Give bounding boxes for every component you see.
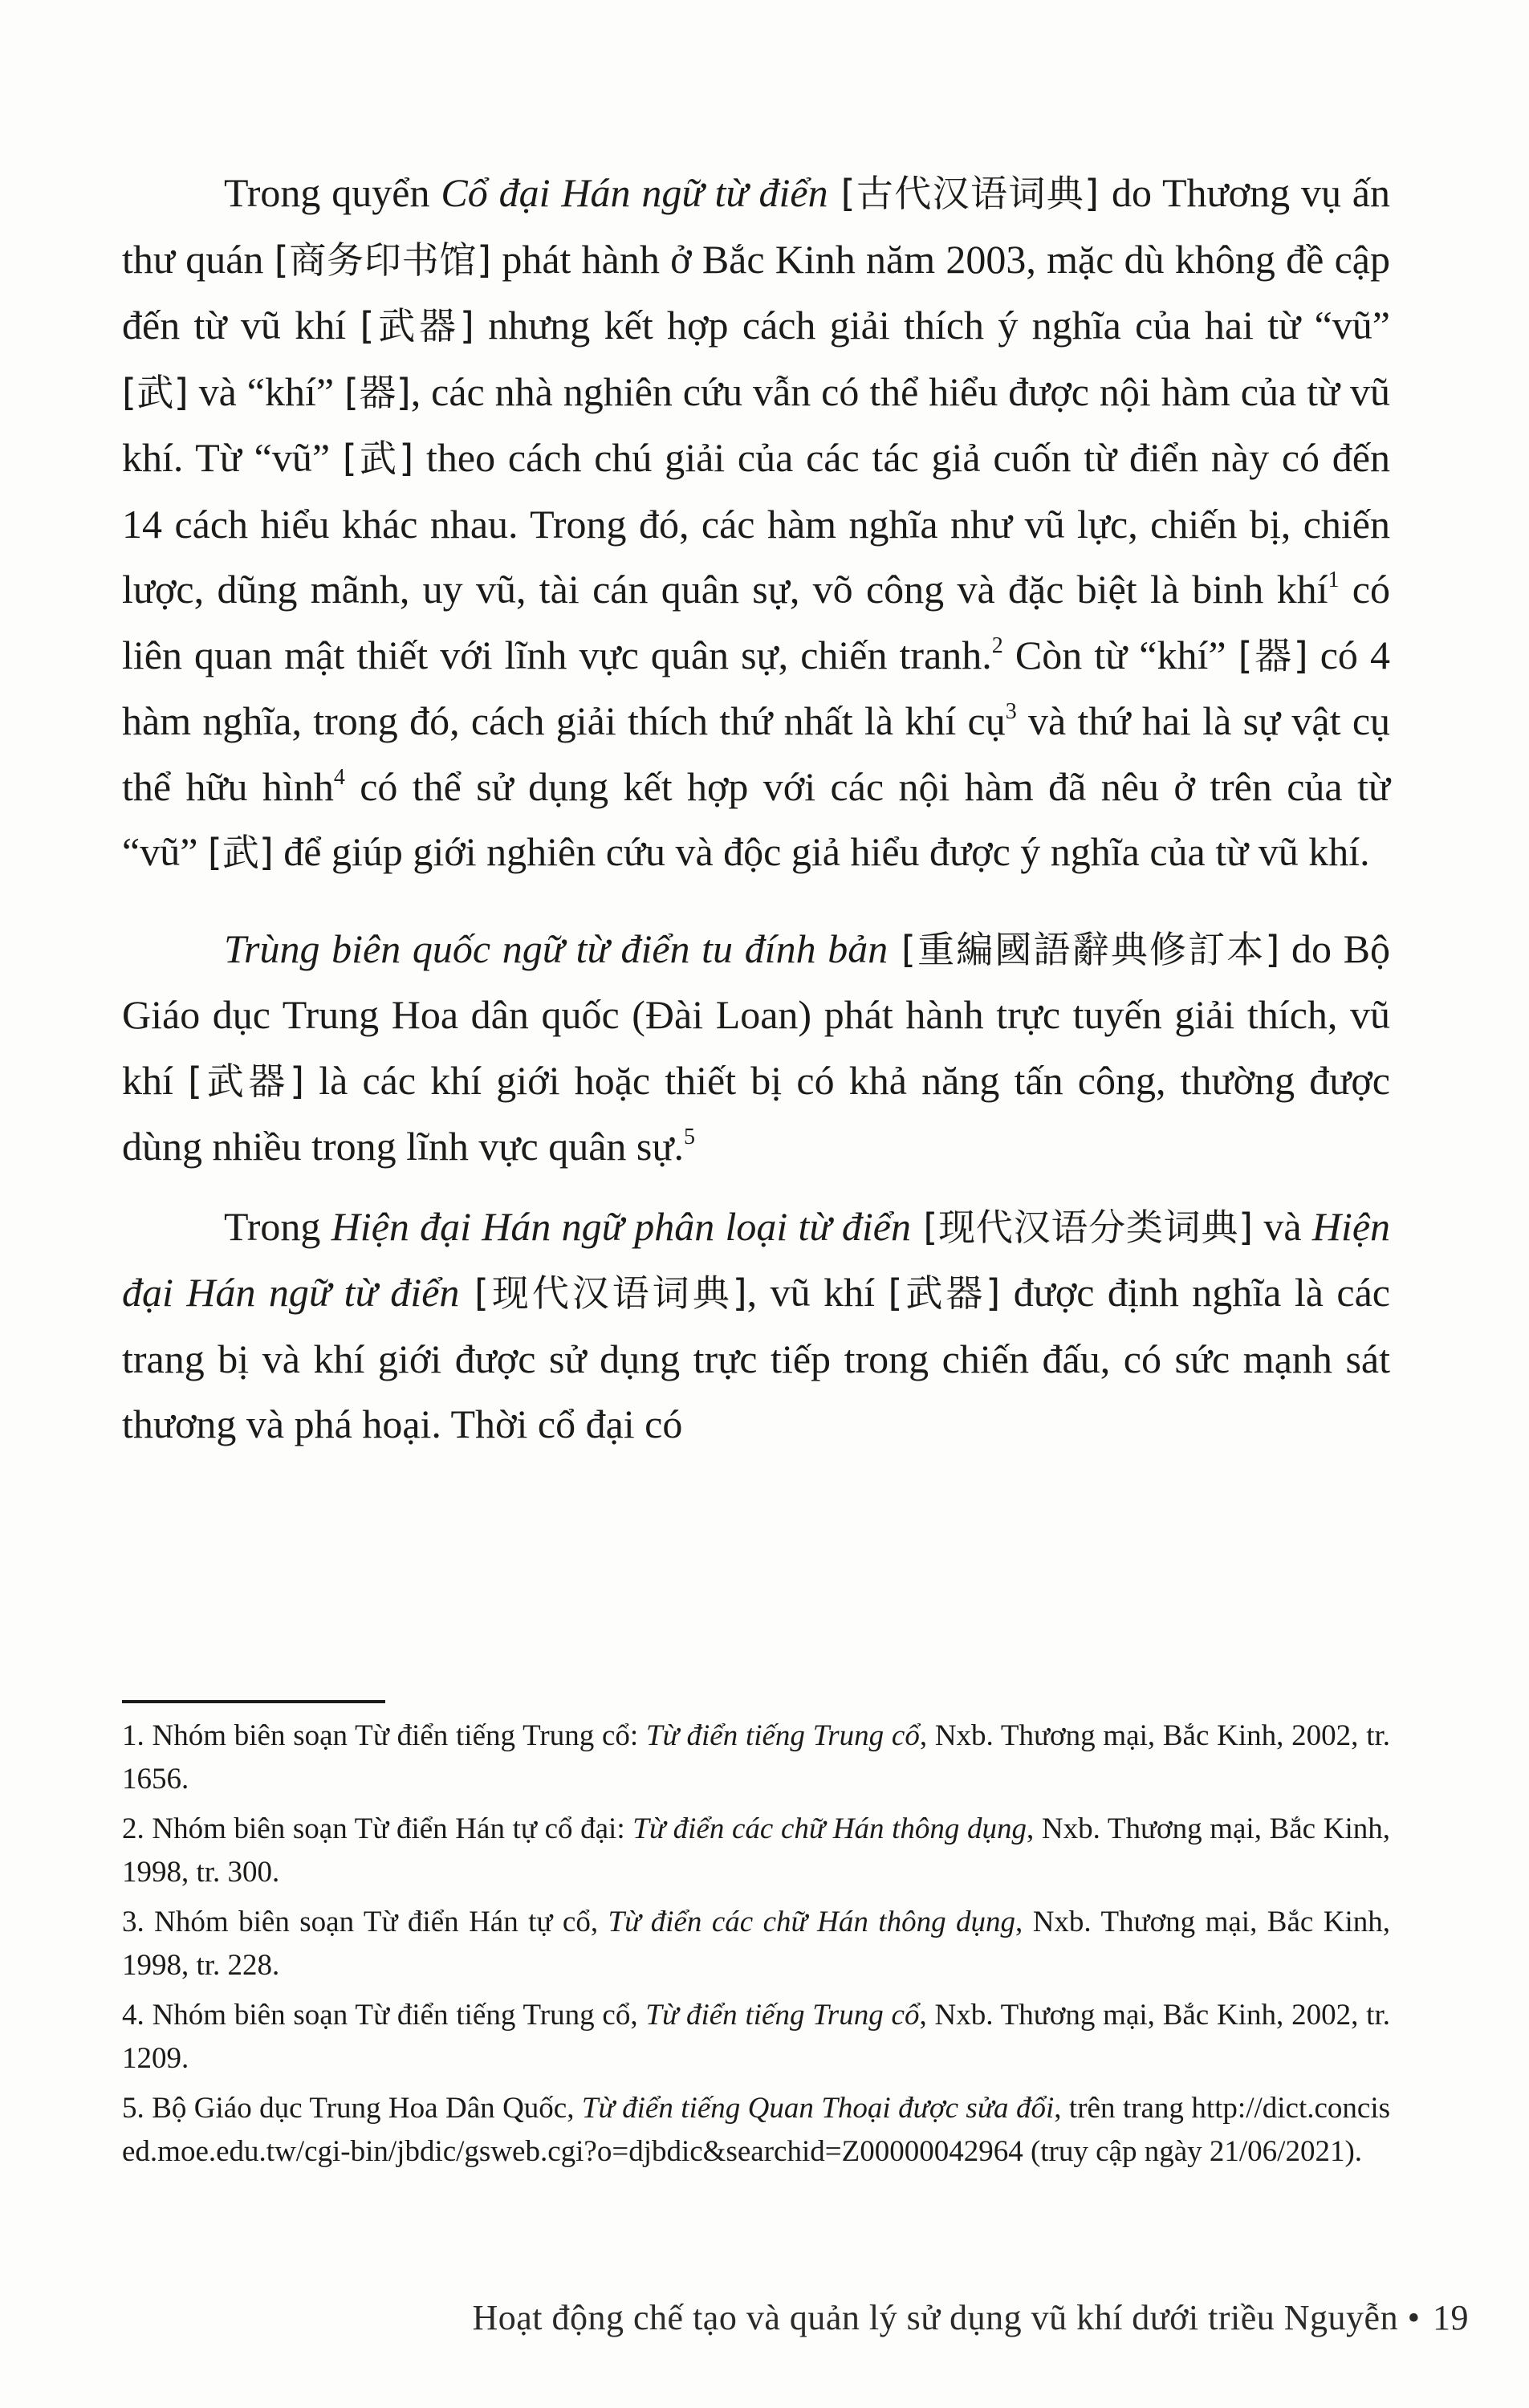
running-footer [472, 2297, 1469, 2338]
footnote-1: 1. Nhóm biên soạn Từ điển tiếng Trung cổ: Từ điển tiếng Trung cổ, Nxb. Thương mại, Bắc Kinh, 2002, tr. 1656. [122, 1719, 1390, 1796]
footnote-2: 2. Nhóm biên soạn Từ điển Hán tự cổ đại: Từ điển các chữ Hán thông dụng, Nxb. Thương mại, Bắc Kinh, 1998, tr. 300. [122, 1812, 1390, 1889]
paragraph-1: Trong quyển Cổ đại Hán ngữ từ điển [古代汉语词典] do Thương vụ ấn thư quán [商务印书馆] phát hành ở Bắc Kinh năm 2003, mặc dù không đề cập đến từ vũ khí [武器] nhưng kết hợp cách giải thích ý nghĩa của hai từ “vũ” [武] và “khí” [器], các nhà nghiên cứu vẫn có thể hiểu được nội hàm của từ vũ khí. Từ “vũ” [武] theo cách chú giải của các tác giả cuốn từ điển này có đến 14 cách hiểu khác nhau. Trong đó, các hàm nghĩa như vũ lực, chiến bị, chiến lược, dũng mãnh, uy vũ, tài cán quân sự, võ công và đặc biệt là binh khí$^1$ có liên quan mật thiết với lĩnh vực quân sự, chiến tranh.$^2$ Còn từ “khí” [器] có 4 hàm nghĩa, trong đó, cách giải thích thứ nhất là khí cụ$^3$ và thứ hai là sự vật cụ thể hữu hình$^4$ có thể sử dụng kết hợp với các nội hàm đã nêu ở trên của từ “vũ” [武] để giúp giới nghiên cứu và độc giả hiểu được ý nghĩa của từ vũ khí. [122, 170, 1391, 874]
book-title: Trùng biên quốc ngữ từ điển tu đính bản [224, 925, 889, 971]
footnote-url: http://dict.concised.moe.edu.tw/cgi-bin/jbdic/gsweb.cgi?o=djbdic&searchid=Z00000042964 [122, 2092, 1391, 2168]
paragraph-2: Trùng biên quốc ngữ từ điển tu đính bản [重編國語辭典修訂本] do Bộ Giáo dục Trung Hoa dân quốc (Đài Loan) phát hành trực tuyến giải thích, vũ khí [武器] là các khí giới hoặc thiết bị có khả năng tấn công, thường được dùng nhiều trong lĩnh vực quân sự.$^5$ [122, 925, 1390, 1169]
running-title: Hoạt động chế tạo và quản lý sử dụng vũ khí dưới triều Nguyễn [472, 2298, 1399, 2337]
footnotes [122, 1714, 1390, 2180]
footnote-4: 4. Nhóm biên soạn Từ điển tiếng Trung cổ, Từ điển tiếng Trung cổ, Nxb. Thương mại, Bắc Kinh, 2002, tr. 1209. [122, 1999, 1390, 2075]
footnote-5: 5. Bộ Giáo dục Trung Hoa Dân Quốc, Từ điển tiếng Quan Thoại được sửa đổi, trên trang http://dict.concised.moe.edu.tw/cgi-bin/jbdic/gsweb.cgi?o=djbdic&searchid=Z00000042964 (truy cập ngày 21/06/2021). [122, 2092, 1391, 2168]
book-title: Hiện đại Hán ngữ phân loại từ điển [331, 1203, 911, 1249]
footnote-ref-1: 1 [1328, 567, 1340, 592]
footnote-ref-4: 4 [333, 764, 345, 790]
footnote-ref-3: 3 [1005, 699, 1017, 724]
body-text [122, 161, 1390, 1458]
book-title: Hiện đại Hán ngữ từ điển [122, 1203, 1391, 1315]
footnote-3: 3. Nhóm biên soạn Từ điển Hán tự cổ, Từ điển các chữ Hán thông dụng, Nxb. Thương mại, Bắc Kinh, 1998, tr. 228. [122, 1906, 1390, 1982]
footnote-ref-2: 2 [991, 633, 1003, 658]
footnote-divider [122, 1700, 385, 1703]
footer-bullet: • [1398, 2298, 1429, 2337]
page-number: 19 [1433, 2298, 1469, 2337]
book-title: Cổ đại Hán ngữ từ điển [441, 170, 828, 215]
paragraph-3: Trong Hiện đại Hán ngữ phân loại từ điển [现代汉语分类词典] và Hiện đại Hán ngữ từ điển [现代汉语词典], vũ khí [武器] được định nghĩa là các trang bị và khí giới được sử dụng trực tiếp trong chiến đấu, có sức mạnh sát thương và phá hoại. Thời cổ đại có [122, 1203, 1391, 1446]
footnote-ref-5: 5 [683, 1125, 695, 1149]
